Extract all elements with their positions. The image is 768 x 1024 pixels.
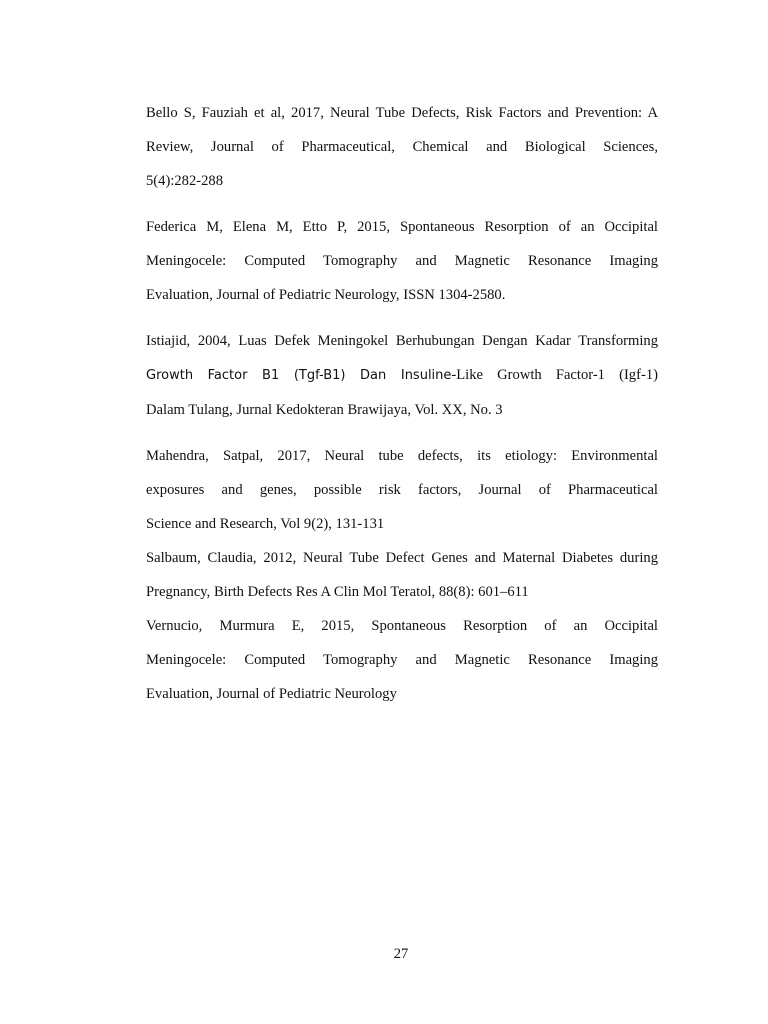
reference-line: Science and Research, Vol 9(2), 131-131 [146,516,385,532]
reference-line: Review, Journal of Pharmaceutical, Chemical and Biological Sciences, [146,139,658,155]
reference-line: exposures and genes, possible risk factors, Journal of Pharmaceutical [146,482,658,498]
reference-line: Evaluation, Journal of Pediatric Neurology [146,686,397,702]
reference-list [146,96,658,711]
reference-line: Dalam Tulang, Jurnal Kedokteran Brawijaya, Vol. XX, No. 3 [146,402,503,418]
reference-line: Evaluation, Journal of Pediatric Neurology, ISSN 1304-2580. [146,287,506,303]
reference-entry [146,609,658,711]
reference-line-alt-font-part: Growth Factor B1 (Tgf-B1) Dan Insuline [146,368,452,383]
reference-line [146,358,658,393]
reference-entry [146,96,658,198]
reference-line: Pregnancy, Birth Defects Res A Clin Mol Teratol, 88(8): 601–611 [146,584,529,600]
reference-line: Bello S, Fauziah et al, 2017, Neural Tube Defects, Risk Factors and Prevention: A [146,105,658,121]
reference-line: Meningocele: Computed Tomography and Magnetic Resonance Imaging [146,253,658,269]
reference-line: Istiajid, 2004, Luas Defek Meningokel Berhubungan Dengan Kadar Transforming [146,333,658,349]
reference-line: Meningocele: Computed Tomography and Magnetic Resonance Imaging [146,652,658,668]
reference-line: Vernucio, Murmura E, 2015, Spontaneous Resorption of an Occipital [146,618,658,634]
reference-line: Mahendra, Satpal, 2017, Neural tube defects, its etiology: Environmental [146,448,658,464]
reference-entry [146,439,658,541]
reference-entry [146,324,658,427]
page-number: 27 [393,946,409,962]
reference-entry [146,210,658,312]
reference-entry [146,541,658,609]
reference-line-rest: -Like Growth Factor-1 (Igf-1) [451,367,658,383]
reference-line: Salbaum, Claudia, 2012, Neural Tube Defect Genes and Maternal Diabetes during [146,550,658,566]
reference-line: Federica M, Elena M, Etto P, 2015, Spontaneous Resorption of an Occipital [146,219,658,235]
reference-line: 5(4):282-288 [146,173,224,189]
